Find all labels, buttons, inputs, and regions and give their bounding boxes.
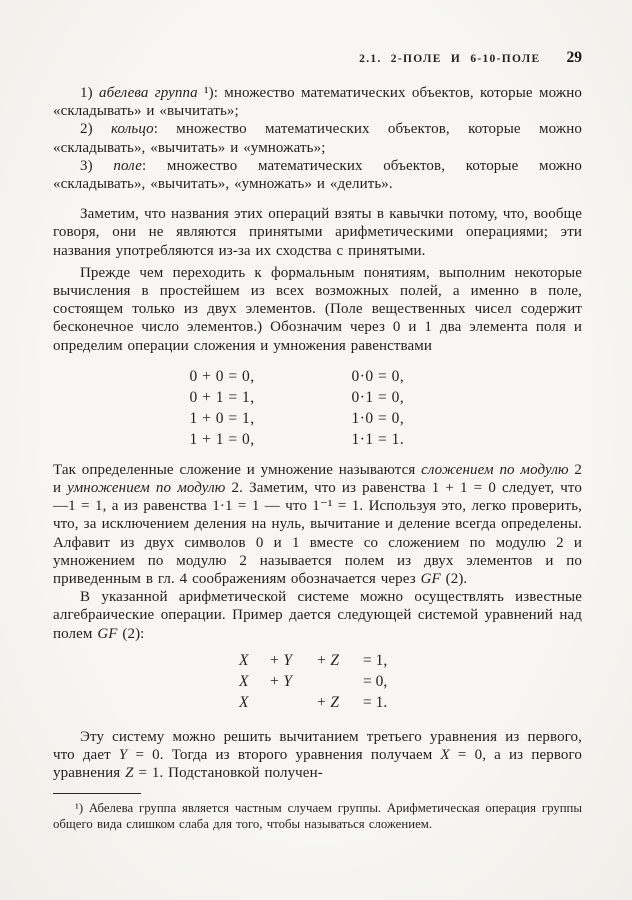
- equation-term: + Y: [269, 651, 292, 669]
- text-run: : множество математических объектов, которые можно «складывать», «вычитать» и «умножать»;: [53, 121, 582, 156]
- equation-term: X: [239, 672, 249, 690]
- equation-term: + Y: [269, 672, 292, 690]
- text-run: 2. Заметим, что из равенства 1 + 1 = 0 следует, что —1 = 1, а из равенства 1·1 = 1 — что 1⁻¹ = 1. Используя это, легко проверить, что, за исключением деления на нуль, вычитание и деление всегда определены. Алфавит из двух символов 0 и 1 вместе со сложением по модулю 2 и умножением по модулю 2 называется полем из двух элементов и по приведенным в гл. 4 соображениям обозначается через: [53, 480, 582, 588]
- equation-block-linear-system: [239, 650, 582, 713]
- text-run: Эту систему можно решить вычитанием третьего уравнения из первого, что дает: [53, 728, 582, 764]
- text-run: (2).: [440, 571, 468, 588]
- equation-addition: 1 + 1 = 0,: [189, 430, 255, 448]
- list-item-field: [53, 157, 582, 193]
- list-item-ring: [53, 120, 582, 156]
- text-run: (2):: [117, 625, 145, 642]
- text-run: умножением по модулю: [67, 480, 226, 497]
- equation-row: [239, 671, 582, 692]
- equation-term: X: [239, 693, 249, 711]
- paragraph-system-intro: [53, 588, 582, 643]
- paragraph-remark-quotes: [53, 205, 582, 260]
- equation-row: [190, 366, 446, 387]
- equation-row: [190, 387, 446, 408]
- page-number: 29: [566, 49, 582, 66]
- text-run: ¹): множество математических объектов, которые можно «складывать» и «вычитать»;: [53, 85, 582, 120]
- equation-multiplication: 0·0 = 0,: [351, 367, 405, 385]
- equation-multiplication: 1·0 = 0,: [351, 409, 405, 427]
- equation-multiplication: 1·1 = 1.: [351, 430, 405, 448]
- text-run: кольцо: [111, 121, 154, 138]
- text-run: абелева группа: [99, 85, 198, 101]
- equation-term: X: [239, 651, 249, 669]
- text-run: 2): [80, 121, 111, 138]
- equation-term: + Z: [316, 651, 339, 669]
- running-head: [53, 49, 582, 67]
- text-run: Z: [125, 765, 134, 782]
- text-run: = 0. Тогда из второго уравнения получаем: [127, 747, 441, 764]
- text-run: Прежде чем переходить к формальным понятиям, выполним некоторые вычисления в простейшем из всех возможных полей, а именно в поле, состоящем только из двух элементов. (Поле вещественных чисел содержит бесконечное число элементов.) Обозначим через 0 и 1 два элемента поля и определим операции сложения и умножения равенствами: [53, 264, 582, 354]
- equation-addition: 0 + 0 = 0,: [189, 367, 255, 385]
- equation-term: [316, 671, 363, 692]
- text-run: Y: [118, 747, 128, 764]
- paragraph-intro-computations: [53, 264, 582, 355]
- text-run: : множество математических объектов, которые можно «складывать», «вычитать», «умножать» и «делить».: [53, 157, 583, 193]
- equation-row: [239, 650, 582, 671]
- text-run: 3): [80, 157, 114, 174]
- paragraph-solution: [53, 728, 582, 783]
- equation-row: [190, 429, 446, 450]
- equation-multiplication: 0·1 = 0,: [351, 388, 405, 406]
- text-run: 1): [80, 85, 99, 101]
- text-run: В указанной арифметической системе можно осуществлять известные алгебраические операции. Пример дается следующей системой уравнений над полем: [53, 589, 582, 642]
- text-column: [53, 84, 582, 833]
- equation-block-mod2-tables: [53, 366, 582, 450]
- text-run: = 1. Подстановкой получен-: [133, 765, 323, 782]
- footnote-divider: [53, 793, 141, 794]
- text-run: 2 и: [53, 461, 583, 497]
- text-run: поле: [113, 157, 142, 174]
- text-run: Так определенные сложение и умножение называются: [53, 461, 422, 478]
- text-run: ¹) Абелева группа является частным случаем группы. Арифметическая операция группы общего вида слишком слаба для того, чтобы называться сложением.: [53, 801, 582, 832]
- list-item-abelian-group: [53, 84, 582, 120]
- text-run: сложением по модулю: [421, 461, 569, 478]
- equation-term: = 1.: [363, 693, 388, 711]
- text-run: = 0, а из первого уравнения: [53, 747, 582, 782]
- text-run: GF: [420, 571, 441, 588]
- section-heading: 2.1. 2-ПОЛЕ И 6-10-ПОЛЕ: [359, 53, 541, 65]
- equation-term: + Z: [316, 693, 339, 711]
- text-run: GF: [97, 625, 118, 642]
- paragraph-modulo-definitions: [53, 461, 582, 588]
- text-run: X: [440, 747, 450, 764]
- equation-term: = 1,: [363, 651, 388, 669]
- footnote-abelian-group: [53, 801, 582, 833]
- equation-term: [269, 692, 316, 713]
- equation-row: [190, 408, 446, 429]
- equation-addition: 1 + 0 = 1,: [189, 409, 255, 427]
- text-run: Заметим, что названия этих операций взяты в кавычки потому, что, вообще говоря, они не являются принятыми арифметическими операциями; эти названия употребляются из-за их сходства с принятыми.: [53, 206, 582, 259]
- equation-row: [239, 692, 582, 713]
- equation-term: = 0,: [363, 672, 388, 690]
- equation-addition: 0 + 1 = 1,: [189, 388, 255, 406]
